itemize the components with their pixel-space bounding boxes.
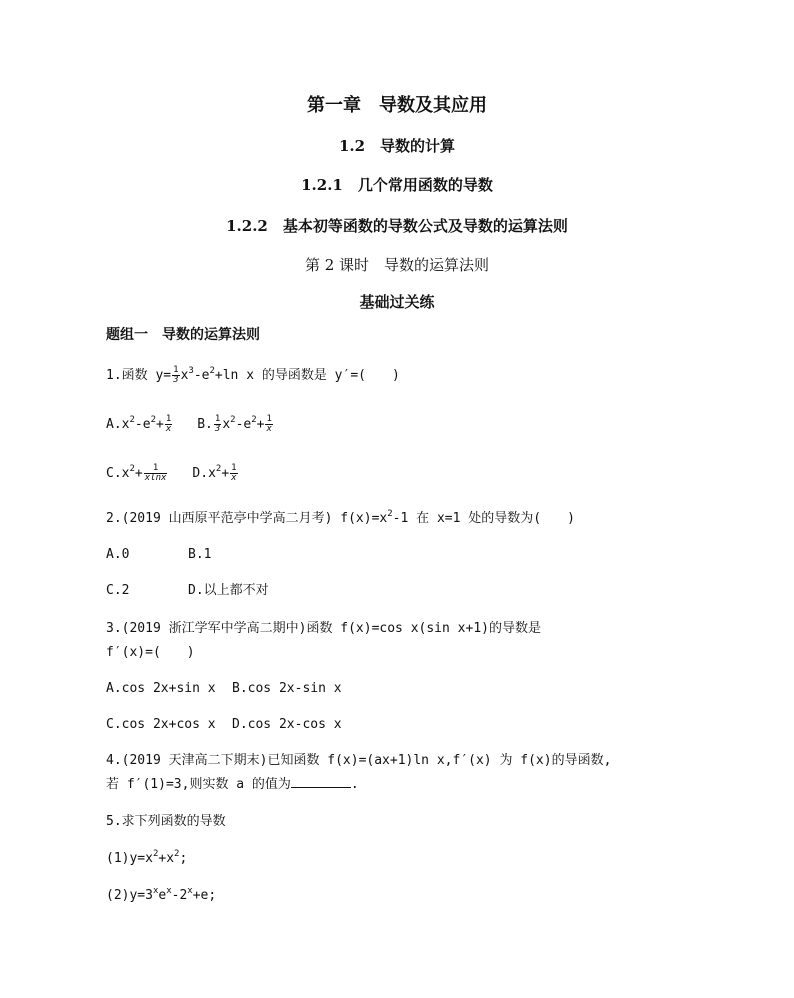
practice-title: 基础过关练: [359, 293, 435, 311]
question-3-line-2: f′(x)=( ): [106, 645, 195, 660]
question-1: 1.函数 y= $\frac{1}{3}$ $x^3-e^2+\ln$ x 的导函数是 y′=( ): [106, 365, 400, 385]
question-5-title: 5.求下列函数的导数: [106, 814, 226, 829]
q2-option-c: C.2: [106, 583, 130, 598]
section-title: 1.2 导数的计算: [338, 137, 456, 155]
q2-option-a: A.0: [106, 547, 130, 562]
subsection-title-1: 1.2.1 几个常用函数的导数: [301, 176, 493, 194]
question-4-line-1: 4.(2019 天津高二下期末)已知函数 f(x)=(ax+1)ln x,f′(x) 为 f(x)的导函数,: [106, 753, 612, 768]
question-2: 2.(2019 山西原平范亭中学高二月考) $f(x)=x^2-1$ 在 x=1 处的导数为( ): [106, 509, 575, 526]
q3-option-c: C.cos 2x+cos x: [106, 717, 216, 732]
q3-option-d: D.cos 2x-cos x: [232, 717, 342, 732]
q5-part-2: $(2)y=3^xe^x-2^x+e$;: [106, 886, 217, 903]
group-title: 题组一 导数的运算法则: [106, 327, 260, 343]
q1-option-b: B. $\frac{1}{3}$ $x^2-e^2+$ $\frac{1}{x}$: [197, 414, 272, 434]
q2-option-b: B.1: [188, 547, 212, 562]
fraction: $\frac{1}{3}$: [173, 365, 179, 385]
lesson-title: 第 2 课时 导数的运算法则: [304, 256, 490, 274]
q3-option-b: B.cos 2x-sin x: [232, 681, 342, 696]
subsection-title-2: 1.2.2 基本初等函数的导数公式及导数的运算法则: [226, 217, 568, 235]
question-3-line-1: 3.(2019 浙江学军中学高二期中)函数 f(x)=cos x(sin x+1)的导数是: [106, 621, 541, 636]
q1-option-d: $D.x^2+$ $\frac{1}{x}$: [192, 463, 237, 483]
q1-option-a: $A.x^2-e^2+$ $\frac{1}{x}$: [106, 414, 172, 434]
q1-options-cd: [106, 464, 239, 484]
chapter-title: 第一章 导数及其应用: [307, 95, 487, 116]
q1-options-ab: [106, 415, 274, 435]
answer-blank[interactable]: [291, 775, 351, 788]
q1-option-c: $C.x^2+$ $\frac{1}{xlnx}$: [106, 463, 167, 483]
q2-option-d: D.以上都不对: [188, 583, 269, 598]
question-4-line-2: 若 f′(1)=3,则实数 a 的值为 .: [106, 777, 359, 792]
q5-part-1: $(1)y=x^2+x^2$;: [106, 849, 188, 866]
q3-option-a: A.cos 2x+sin x: [106, 681, 216, 696]
